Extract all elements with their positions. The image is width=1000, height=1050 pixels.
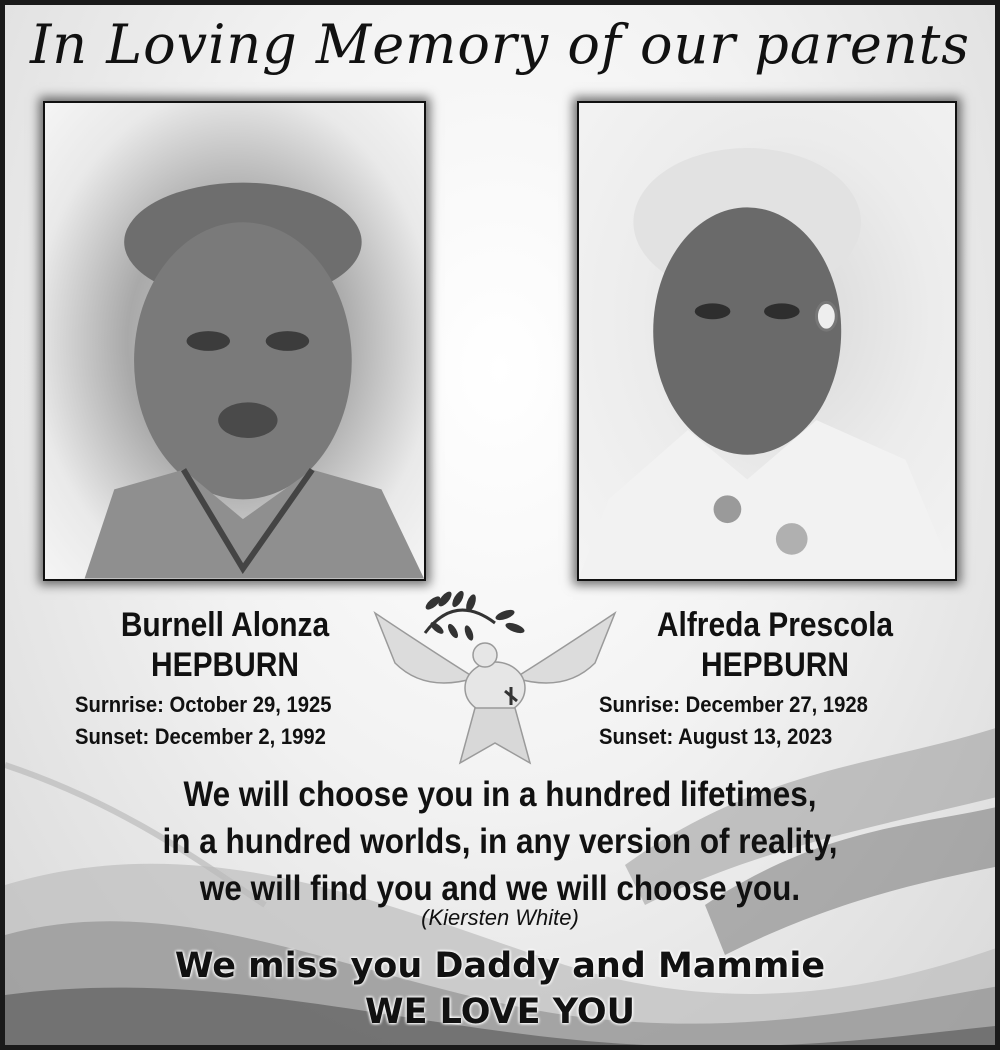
father-surname: HEPBURN bbox=[151, 646, 299, 684]
father-first-names: Burnell Alonza bbox=[120, 606, 330, 644]
verse-line: We will choose you in a hundred lifetimes, bbox=[183, 775, 817, 814]
dove-with-olive-branch-icon bbox=[365, 583, 625, 773]
verse-line: we will find you and we will choose you. bbox=[199, 869, 801, 908]
closing-message bbox=[5, 943, 995, 1035]
father-sunset: Sunset: December 2, 1992 bbox=[75, 724, 326, 749]
mother-photo bbox=[577, 101, 957, 581]
closing-line-miss-you: We miss you Daddy and Mammie bbox=[174, 946, 826, 986]
father-name bbox=[84, 605, 366, 685]
verse-line: in a hundred worlds, in any version of reality, bbox=[162, 822, 838, 861]
mother-surname: HEPBURN bbox=[701, 646, 849, 684]
verse-attribution: (Kiersten White) bbox=[421, 905, 579, 930]
memorial-heading: In Loving Memory of our parents bbox=[29, 13, 971, 76]
closing-line-love-you: WE LOVE YOU bbox=[364, 992, 636, 1032]
mother-sunset: Sunset: August 13, 2023 bbox=[599, 724, 833, 749]
father-sunrise: Surnrise: October 29, 1925 bbox=[75, 692, 332, 717]
mother-first-names: Alfreda Prescola bbox=[656, 606, 894, 644]
mother-dates bbox=[599, 689, 868, 753]
mother-sunrise: Sunrise: December 27, 1928 bbox=[599, 692, 868, 717]
father-dates bbox=[75, 689, 331, 753]
mother-name bbox=[625, 605, 924, 685]
memorial-verse bbox=[5, 771, 995, 912]
mother-portrait-image bbox=[579, 103, 955, 579]
father-portrait-image bbox=[45, 103, 424, 579]
father-photo bbox=[43, 101, 426, 581]
